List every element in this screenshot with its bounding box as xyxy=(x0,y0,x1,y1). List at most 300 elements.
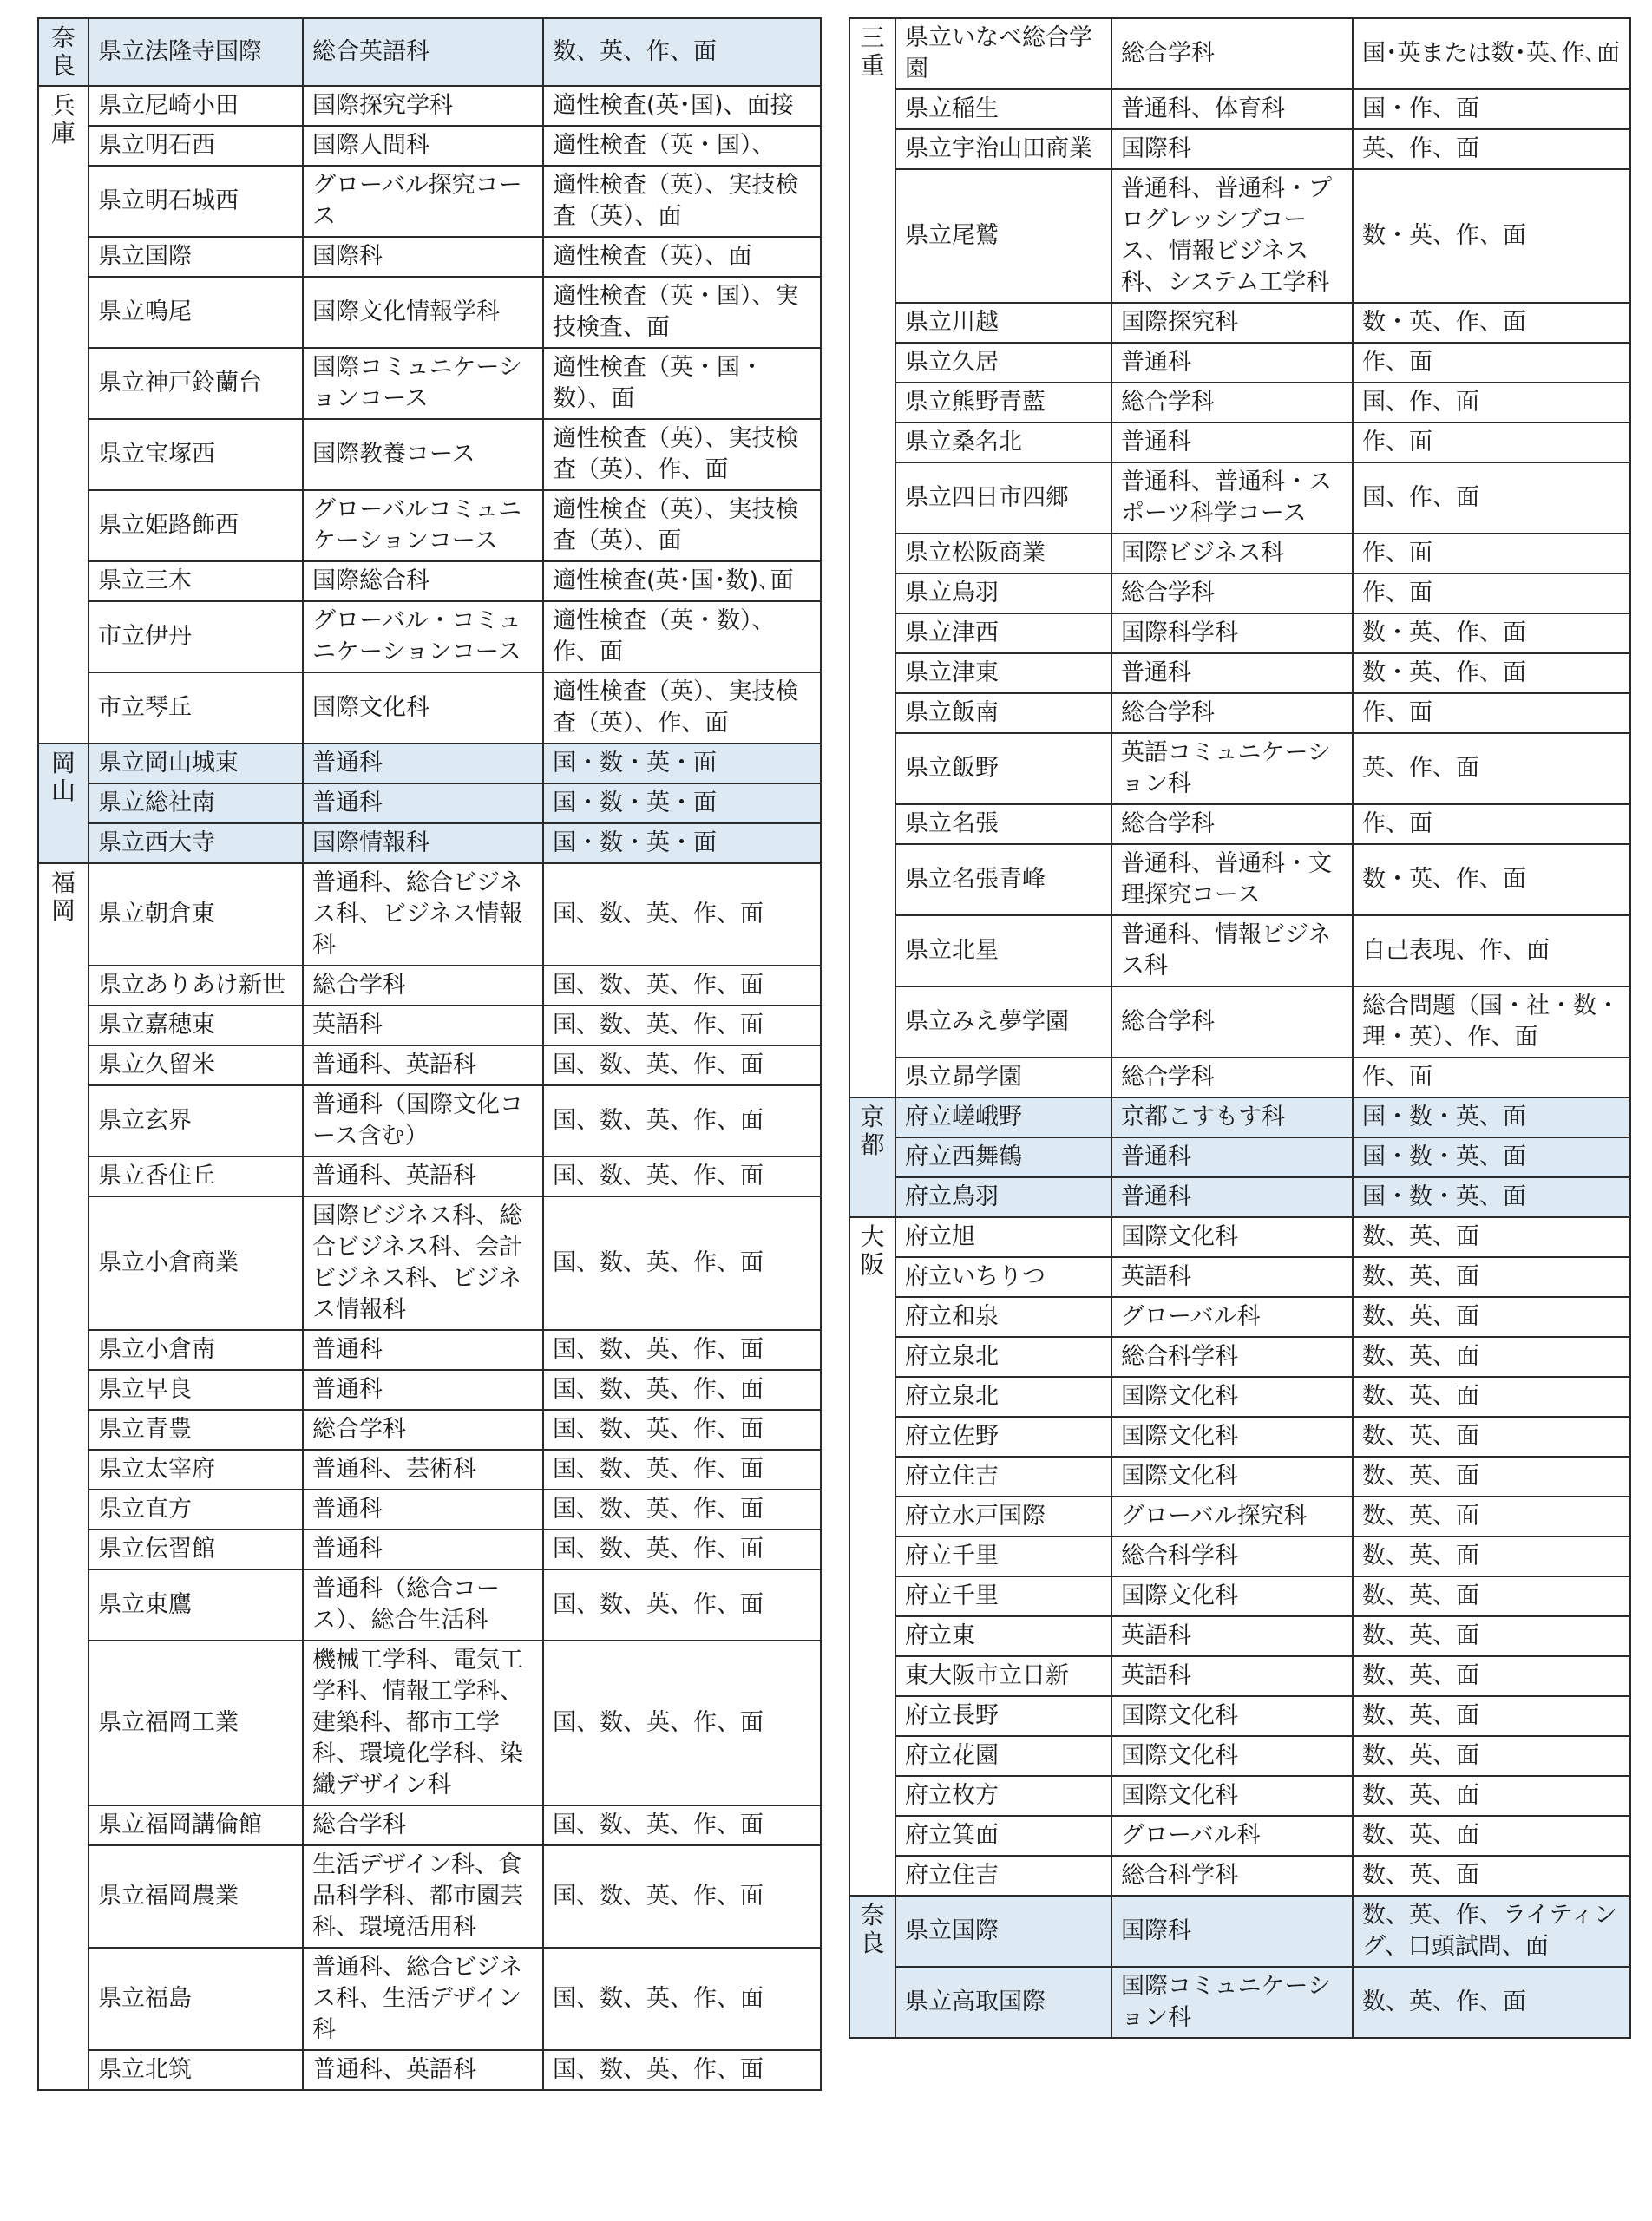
school-name-cell: 府立和泉 xyxy=(895,1297,1111,1337)
school-name-cell: 府立住吉 xyxy=(895,1457,1111,1497)
department-cell: 普通科、英語科 xyxy=(303,1156,543,1196)
table-row xyxy=(38,1006,821,1045)
exam-subjects-cell: 数、英、面 xyxy=(1353,1457,1630,1497)
department-cell: 総合学科 xyxy=(1111,693,1353,733)
exam-subjects-cell: 適性検査（英・国・数）、面 xyxy=(543,348,821,419)
exam-subjects-cell: 国、数、英、作、面 xyxy=(543,1370,821,1410)
table-row xyxy=(849,462,1630,534)
prefecture-cell: 岡 山 xyxy=(38,744,88,863)
table-row xyxy=(849,1856,1630,1896)
school-name-cell: 県立総社南 xyxy=(88,783,303,823)
table-row xyxy=(849,733,1630,804)
table-row xyxy=(849,1696,1630,1736)
department-cell: 普通科 xyxy=(303,1330,543,1370)
school-name-cell: 県立四日市四郷 xyxy=(895,462,1111,534)
school-name-cell: 県立東鷹 xyxy=(88,1569,303,1641)
exam-subjects-cell: 数、英、面 xyxy=(1353,1616,1630,1656)
prefecture-cell: 奈 良 xyxy=(849,1896,895,2038)
department-cell: 普通科（総合コース）、総合生活科 xyxy=(303,1569,543,1641)
exam-subjects-cell: 国、数、英、作、面 xyxy=(543,1045,821,1085)
table-row xyxy=(849,1816,1630,1856)
department-cell: 国際総合科 xyxy=(303,561,543,601)
exam-subjects-cell: 総合問題（国・社・数・理・英）、作、面 xyxy=(1353,986,1630,1058)
table-row xyxy=(849,1337,1630,1377)
table-row xyxy=(849,1097,1630,1137)
prefecture-cell: 福 岡 xyxy=(38,863,88,2090)
exam-subjects-cell: 国、数、英、作、面 xyxy=(543,1410,821,1450)
department-cell: 総合学科 xyxy=(1111,986,1353,1058)
department-cell: 総合英語科 xyxy=(303,18,543,86)
department-cell: 普通科、総合ビジネス科、生活デザイン科 xyxy=(303,1948,543,2050)
department-cell: 英語科 xyxy=(1111,1257,1353,1297)
table-row xyxy=(38,863,821,966)
table-row xyxy=(849,1058,1630,1097)
department-cell: 国際文化科 xyxy=(1111,1417,1353,1457)
exam-subjects-cell: 国、数、英、作、面 xyxy=(543,1330,821,1370)
exam-subjects-cell: 国、数、英、作、面 xyxy=(543,863,821,966)
table-row xyxy=(38,490,821,561)
exam-subjects-cell: 数、英、面 xyxy=(1353,1856,1630,1896)
school-name-cell: 県立津西 xyxy=(895,613,1111,653)
exam-subjects-cell: 適性検査（英・数）、作、面 xyxy=(543,601,821,672)
department-cell: 総合学科 xyxy=(1111,383,1353,423)
school-name-cell: 県立桑名北 xyxy=(895,423,1111,462)
exam-subjects-cell: 数、英、面 xyxy=(1353,1696,1630,1736)
school-name-cell: 市立琴丘 xyxy=(88,672,303,744)
exam-subjects-cell: 作、面 xyxy=(1353,423,1630,462)
department-cell: 普通科、情報ビジネス科 xyxy=(1111,915,1353,986)
exam-subjects-cell: 国･英または数･英､作､面 xyxy=(1353,18,1630,89)
table-row xyxy=(38,1948,821,2050)
department-cell: 総合学科 xyxy=(1111,18,1353,89)
exam-subjects-cell: 適性検査（英）、実技検査（英）、作、面 xyxy=(543,672,821,744)
school-name-cell: 県立福岡工業 xyxy=(88,1641,303,1805)
table-row xyxy=(849,18,1630,89)
exam-subjects-cell: 数、英、面 xyxy=(1353,1337,1630,1377)
table-row xyxy=(849,1457,1630,1497)
school-name-cell: 県立朝倉東 xyxy=(88,863,303,966)
school-name-cell: 県立小倉商業 xyxy=(88,1196,303,1330)
school-name-cell: 県立高取国際 xyxy=(895,1967,1111,2038)
school-name-cell: 県立宇治山田商業 xyxy=(895,129,1111,169)
exam-subjects-cell: 数、英、面 xyxy=(1353,1816,1630,1856)
department-cell: 普通科、総合ビジネス科、ビジネス情報科 xyxy=(303,863,543,966)
department-cell: 総合科学科 xyxy=(1111,1856,1353,1896)
school-name-cell: 県立いなべ総合学園 xyxy=(895,18,1111,89)
school-name-cell: 県立川越 xyxy=(895,303,1111,343)
exam-subjects-cell: 数・英、作、面 xyxy=(1353,844,1630,915)
prefecture-cell: 京 都 xyxy=(849,1097,895,1217)
table-row xyxy=(38,86,821,126)
school-name-cell: 県立明石西 xyxy=(88,126,303,166)
school-name-cell: 県立名張 xyxy=(895,804,1111,844)
school-name-cell: 県立熊野青藍 xyxy=(895,383,1111,423)
table-row xyxy=(38,966,821,1006)
exam-subjects-cell: 数、英、面 xyxy=(1353,1736,1630,1776)
table-row xyxy=(38,1641,821,1805)
exam-subjects-cell: 適性検査（英）、実技検査（英）、面 xyxy=(543,166,821,237)
table-row xyxy=(38,823,821,863)
table-row xyxy=(849,1576,1630,1616)
exam-subjects-cell: 適性検査(英･国)、面接 xyxy=(543,86,821,126)
exam-subjects-cell: 国、数、英、作、面 xyxy=(543,1530,821,1569)
department-cell: 国際文化科 xyxy=(303,672,543,744)
department-cell: 京都こすもす科 xyxy=(1111,1097,1353,1137)
table-row xyxy=(849,1616,1630,1656)
school-name-cell: 県立小倉南 xyxy=(88,1330,303,1370)
school-name-cell: 県立飯南 xyxy=(895,693,1111,733)
department-cell: 総合学科 xyxy=(1111,1058,1353,1097)
table-row xyxy=(849,1297,1630,1337)
department-cell: 普通科、普通科・文理探究コース xyxy=(1111,844,1353,915)
table-row xyxy=(849,1497,1630,1536)
department-cell: 国際探究学科 xyxy=(303,86,543,126)
department-cell: 普通科、英語科 xyxy=(303,2050,543,2090)
department-cell: 国際文化科 xyxy=(1111,1696,1353,1736)
exam-subjects-cell: 国、作、面 xyxy=(1353,383,1630,423)
table-row xyxy=(849,423,1630,462)
school-name-cell: 県立稲生 xyxy=(895,89,1111,129)
school-name-cell: 県立津東 xyxy=(895,653,1111,693)
department-cell: 普通科 xyxy=(303,1530,543,1569)
exam-subjects-cell: 数、英、面 xyxy=(1353,1257,1630,1297)
exam-subjects-cell: 国、数、英、作、面 xyxy=(543,1156,821,1196)
table-row xyxy=(849,1137,1630,1177)
department-cell: 国際文化科 xyxy=(1111,1217,1353,1257)
table-row xyxy=(849,844,1630,915)
table-row xyxy=(38,126,821,166)
school-name-cell: 県立早良 xyxy=(88,1370,303,1410)
exam-subjects-cell: 作、面 xyxy=(1353,804,1630,844)
school-name-cell: 県立国際 xyxy=(88,237,303,277)
exam-subjects-cell: 国、数、英、作、面 xyxy=(543,2050,821,2090)
prefecture-cell: 兵 庫 xyxy=(38,86,88,744)
school-name-cell: 県立鳴尾 xyxy=(88,277,303,348)
department-cell: 国際情報科 xyxy=(303,823,543,863)
exam-subjects-cell: 数、英、面 xyxy=(1353,1776,1630,1816)
school-name-cell: 県立香住丘 xyxy=(88,1156,303,1196)
exam-subjects-cell: 作、面 xyxy=(1353,1058,1630,1097)
exam-subjects-cell: 国・数・英・面 xyxy=(543,823,821,863)
exam-subjects-cell: 国、数、英、作、面 xyxy=(543,1569,821,1641)
school-name-cell: 県立青豊 xyxy=(88,1410,303,1450)
exam-subjects-cell: 数、英、面 xyxy=(1353,1656,1630,1696)
school-name-cell: 府立長野 xyxy=(895,1696,1111,1736)
exam-subjects-cell: 数・英、作、面 xyxy=(1353,303,1630,343)
table-row xyxy=(38,18,821,86)
department-cell: 国際ビジネス科、総合ビジネス科、会計ビジネス科、ビジネス情報科 xyxy=(303,1196,543,1330)
school-name-cell: 県立三木 xyxy=(88,561,303,601)
table-row xyxy=(849,129,1630,169)
prefecture-cell: 大 阪 xyxy=(849,1217,895,1896)
department-cell: グローバル科 xyxy=(1111,1816,1353,1856)
exam-subjects-cell: 国、数、英、作、面 xyxy=(543,1641,821,1805)
exam-subjects-cell: 国・作、面 xyxy=(1353,89,1630,129)
department-cell: 総合学科 xyxy=(303,1805,543,1845)
school-name-cell: 府立泉北 xyxy=(895,1337,1111,1377)
table-row xyxy=(849,986,1630,1058)
school-name-cell: 県立明石城西 xyxy=(88,166,303,237)
table-row xyxy=(849,613,1630,653)
table-row xyxy=(38,601,821,672)
department-cell: 国際コミュニケーション科 xyxy=(1111,1967,1353,2038)
department-cell: 普通科、普通科・スポーツ科学コース xyxy=(1111,462,1353,534)
department-cell: 総合学科 xyxy=(1111,804,1353,844)
prefecture-cell: 三 重 xyxy=(849,18,895,1097)
table-row xyxy=(849,343,1630,383)
department-cell: 国際教養コース xyxy=(303,419,543,490)
table-row xyxy=(38,1530,821,1569)
table-row xyxy=(849,383,1630,423)
exam-subjects-cell: 適性検査（英）、面 xyxy=(543,237,821,277)
school-name-cell: 府立枚方 xyxy=(895,1776,1111,1816)
school-name-cell: 県立福岡農業 xyxy=(88,1845,303,1948)
department-cell: 国際文化科 xyxy=(1111,1776,1353,1816)
table-row xyxy=(849,169,1630,303)
school-name-cell: 県立飯野 xyxy=(895,733,1111,804)
exam-subjects-cell: 数、英、面 xyxy=(1353,1377,1630,1417)
table-row xyxy=(849,303,1630,343)
department-cell: 国際文化科 xyxy=(1111,1377,1353,1417)
table-row xyxy=(38,2050,821,2090)
exam-subjects-cell: 適性検査（英・国）、実技検査、面 xyxy=(543,277,821,348)
department-cell: 総合科学科 xyxy=(1111,1536,1353,1576)
department-cell: 普通科 xyxy=(1111,1137,1353,1177)
exam-subjects-cell: 国、数、英、作、面 xyxy=(543,1805,821,1845)
table-row xyxy=(38,783,821,823)
department-cell: 普通科 xyxy=(303,1370,543,1410)
department-cell: 普通科 xyxy=(303,1490,543,1530)
department-cell: グローバル探究科 xyxy=(1111,1497,1353,1536)
table-row xyxy=(849,1967,1630,2038)
table-row xyxy=(38,1410,821,1450)
department-cell: 国際文化科 xyxy=(1111,1576,1353,1616)
department-cell: 国際人間科 xyxy=(303,126,543,166)
table-row xyxy=(38,1085,821,1156)
department-cell: 普通科 xyxy=(303,783,543,823)
exam-subjects-cell: 国、数、英、作、面 xyxy=(543,1490,821,1530)
table-row xyxy=(849,1217,1630,1257)
department-cell: 総合学科 xyxy=(1111,573,1353,613)
department-cell: 国際科 xyxy=(1111,1896,1353,1967)
exam-subjects-cell: 適性検査（英・国）、 xyxy=(543,126,821,166)
department-cell: 普通科 xyxy=(1111,343,1353,383)
exam-subjects-cell: 適性検査（英）、実技検査（英）、作、面 xyxy=(543,419,821,490)
exam-subjects-cell: 国、数、英、作、面 xyxy=(543,966,821,1006)
table-row xyxy=(849,1177,1630,1217)
department-cell: 国際コミュニケーションコース xyxy=(303,348,543,419)
school-name-cell: 県立岡山城東 xyxy=(88,744,303,783)
table-row xyxy=(849,534,1630,573)
department-cell: 普通科 xyxy=(303,744,543,783)
school-name-cell: 府立鳥羽 xyxy=(895,1177,1111,1217)
exam-subjects-cell: 数・英、作、面 xyxy=(1353,653,1630,693)
school-name-cell: 府立水戸国際 xyxy=(895,1497,1111,1536)
department-cell: 国際ビジネス科 xyxy=(1111,534,1353,573)
table-row xyxy=(38,1370,821,1410)
school-name-cell: 府立千里 xyxy=(895,1576,1111,1616)
school-name-cell: 府立住吉 xyxy=(895,1856,1111,1896)
school-name-cell: 県立国際 xyxy=(895,1896,1111,1967)
table-row xyxy=(38,419,821,490)
exam-subjects-cell: 英、作、面 xyxy=(1353,129,1630,169)
department-cell: グローバル探究コース xyxy=(303,166,543,237)
school-name-cell: 府立いちりつ xyxy=(895,1257,1111,1297)
school-name-cell: 府立嵯峨野 xyxy=(895,1097,1111,1137)
exam-subjects-cell: 数、英、作、面 xyxy=(1353,1967,1630,2038)
exam-subjects-cell: 数、英、面 xyxy=(1353,1217,1630,1257)
department-cell: 機械工学科、電気工学科、情報工学科、建築科、都市工学科、環境化学科、染織デザイン科 xyxy=(303,1641,543,1805)
department-cell: グローバル科 xyxy=(1111,1297,1353,1337)
exam-subjects-cell: 数・英、作、面 xyxy=(1353,613,1630,653)
exam-subjects-cell: 国・数・英、面 xyxy=(1353,1097,1630,1137)
school-name-cell: 県立久居 xyxy=(895,343,1111,383)
school-name-cell: 県立法隆寺国際 xyxy=(88,18,303,86)
department-cell: 総合科学科 xyxy=(1111,1337,1353,1377)
table-row xyxy=(38,744,821,783)
school-name-cell: 県立神戸鈴蘭台 xyxy=(88,348,303,419)
exam-subjects-cell: 作、面 xyxy=(1353,573,1630,613)
department-cell: 国際科学科 xyxy=(1111,613,1353,653)
exam-subjects-cell: 国、数、英、作、面 xyxy=(543,1450,821,1490)
department-cell: 普通科、体育科 xyxy=(1111,89,1353,129)
table-row xyxy=(849,804,1630,844)
department-cell: 国際文化情報学科 xyxy=(303,277,543,348)
exam-subjects-cell: 国・数・英、面 xyxy=(1353,1137,1630,1177)
school-name-cell: 県立松阪商業 xyxy=(895,534,1111,573)
table-row xyxy=(849,89,1630,129)
school-name-cell: 府立泉北 xyxy=(895,1377,1111,1417)
school-name-cell: 県立直方 xyxy=(88,1490,303,1530)
school-name-cell: 府立西舞鶴 xyxy=(895,1137,1111,1177)
school-name-cell: 県立太宰府 xyxy=(88,1450,303,1490)
table-row xyxy=(38,237,821,277)
school-name-cell: 県立ありあけ新世 xyxy=(88,966,303,1006)
table-row xyxy=(38,1045,821,1085)
table-row xyxy=(849,1736,1630,1776)
exam-subjects-cell: 数、英、面 xyxy=(1353,1417,1630,1457)
exam-subjects-cell: 数、英、面 xyxy=(1353,1536,1630,1576)
department-cell: 普通科 xyxy=(1111,1177,1353,1217)
table-row xyxy=(849,1257,1630,1297)
school-name-cell: 県立久留米 xyxy=(88,1045,303,1085)
school-name-cell: 県立玄界 xyxy=(88,1085,303,1156)
exam-subjects-cell: 作、面 xyxy=(1353,534,1630,573)
exam-subjects-cell: 英、作、面 xyxy=(1353,733,1630,804)
table-row xyxy=(38,1490,821,1530)
department-cell: 英語科 xyxy=(1111,1616,1353,1656)
exam-subjects-cell: 数、英、作、面 xyxy=(543,18,821,86)
exam-subjects-cell: 自己表現、作、面 xyxy=(1353,915,1630,986)
exam-subjects-cell: 国、数、英、作、面 xyxy=(543,1948,821,2050)
department-cell: 国際文化科 xyxy=(1111,1736,1353,1776)
table-row xyxy=(38,1196,821,1330)
department-cell: 普通科、英語科 xyxy=(303,1045,543,1085)
exam-subjects-cell: 数、英、作、ライティング、口頭試問、面 xyxy=(1353,1896,1630,1967)
school-name-cell: 県立鳥羽 xyxy=(895,573,1111,613)
table-row xyxy=(38,1450,821,1490)
school-name-cell: 府立千里 xyxy=(895,1536,1111,1576)
department-cell: 英語科 xyxy=(303,1006,543,1045)
table-row xyxy=(849,1776,1630,1816)
table-row xyxy=(38,166,821,237)
school-name-cell: 県立尼崎小田 xyxy=(88,86,303,126)
school-name-cell: 県立北筑 xyxy=(88,2050,303,2090)
department-cell: 英語科 xyxy=(1111,1656,1353,1696)
right-table xyxy=(849,17,1631,2039)
department-cell: 生活デザイン科、食品科学科、都市園芸科、環境活用科 xyxy=(303,1845,543,1948)
exam-subjects-cell: 国、数、英、作、面 xyxy=(543,1845,821,1948)
table-row xyxy=(849,1377,1630,1417)
department-cell: 普通科 xyxy=(1111,423,1353,462)
table-row xyxy=(849,573,1630,613)
exam-subjects-cell: 適性検査(英･国･数)､面 xyxy=(543,561,821,601)
department-cell: 普通科、芸術科 xyxy=(303,1450,543,1490)
table-row xyxy=(849,1656,1630,1696)
table-row xyxy=(38,277,821,348)
prefecture-cell: 奈 良 xyxy=(38,18,88,86)
exam-subjects-cell: 国・数・英、面 xyxy=(1353,1177,1630,1217)
department-cell: グローバルコミュニケーションコース xyxy=(303,490,543,561)
department-cell: 総合学科 xyxy=(303,966,543,1006)
department-cell: 普通科 xyxy=(1111,653,1353,693)
department-cell: 国際探究科 xyxy=(1111,303,1353,343)
school-name-cell: 府立花園 xyxy=(895,1736,1111,1776)
department-cell: 国際科 xyxy=(1111,129,1353,169)
school-name-cell: 県立伝習館 xyxy=(88,1530,303,1569)
table-row xyxy=(849,915,1630,986)
exam-subjects-cell: 作、面 xyxy=(1353,693,1630,733)
school-name-cell: 府立佐野 xyxy=(895,1417,1111,1457)
school-name-cell: 県立福岡講倫館 xyxy=(88,1805,303,1845)
exam-subjects-cell: 国・数・英・面 xyxy=(543,744,821,783)
table-row xyxy=(849,1896,1630,1967)
table-row xyxy=(38,561,821,601)
department-cell: 普通科（国際文化コース含む） xyxy=(303,1085,543,1156)
school-name-cell: 市立伊丹 xyxy=(88,601,303,672)
table-row xyxy=(849,1536,1630,1576)
exam-subjects-cell: 国、数、英、作、面 xyxy=(543,1006,821,1045)
table-row xyxy=(38,1330,821,1370)
school-name-cell: 府立東 xyxy=(895,1616,1111,1656)
department-cell: 国際文化科 xyxy=(1111,1457,1353,1497)
exam-subjects-cell: 数、英、面 xyxy=(1353,1297,1630,1337)
school-name-cell: 県立西大寺 xyxy=(88,823,303,863)
school-name-cell: 県立尾鷲 xyxy=(895,169,1111,303)
table-row xyxy=(849,693,1630,733)
exam-subjects-cell: 国、数、英、作、面 xyxy=(543,1085,821,1156)
table-row xyxy=(38,1845,821,1948)
school-name-cell: 県立姫路飾西 xyxy=(88,490,303,561)
department-cell: グローバル・コミュニケーションコース xyxy=(303,601,543,672)
school-name-cell: 県立宝塚西 xyxy=(88,419,303,490)
table-row xyxy=(38,1569,821,1641)
school-name-cell: 県立福島 xyxy=(88,1948,303,2050)
school-name-cell: 府立旭 xyxy=(895,1217,1111,1257)
left-table xyxy=(37,17,822,2091)
exam-subjects-cell: 数・英、作、面 xyxy=(1353,169,1630,303)
department-cell: 国際科 xyxy=(303,237,543,277)
exam-subjects-cell: 国、数、英、作、面 xyxy=(543,1196,821,1330)
school-name-cell: 県立名張青峰 xyxy=(895,844,1111,915)
exam-subjects-cell: 国・数・英・面 xyxy=(543,783,821,823)
school-name-cell: 県立北星 xyxy=(895,915,1111,986)
department-cell: 普通科、普通科・プログレッシブコース、情報ビジネス科、システム工学科 xyxy=(1111,169,1353,303)
exam-subjects-cell: 数、英、面 xyxy=(1353,1497,1630,1536)
table-row xyxy=(849,1417,1630,1457)
school-name-cell: 県立昴学園 xyxy=(895,1058,1111,1097)
table-row xyxy=(38,1805,821,1845)
